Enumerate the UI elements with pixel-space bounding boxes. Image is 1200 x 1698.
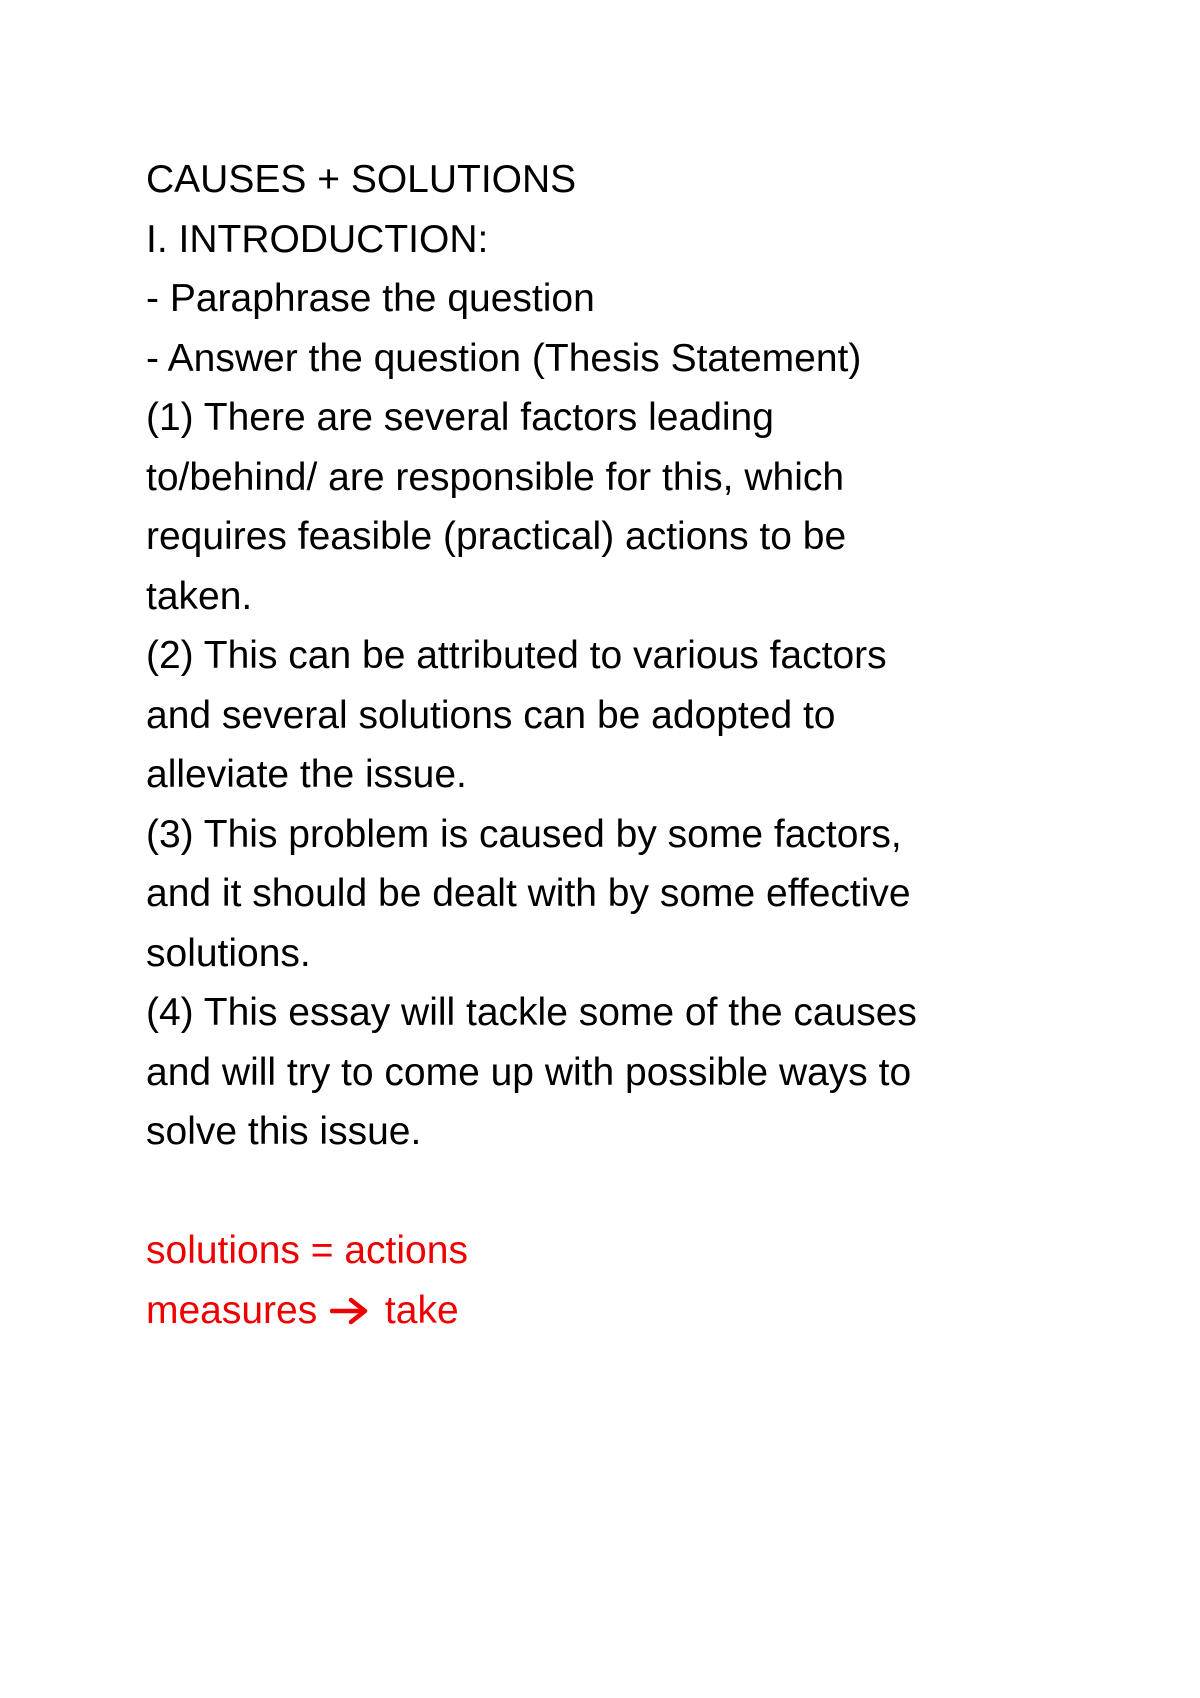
blank-line <box>146 1162 1066 1222</box>
vocabulary-notes <box>146 1221 1066 1340</box>
bullet-paraphrase: - Paraphrase the question <box>146 277 595 320</box>
option-line: and will try to come up with possible ways to <box>146 1050 912 1094</box>
option-line: (3) This problem is caused by some factors, <box>146 812 902 856</box>
option-line: and it should be dealt with by some effective <box>146 872 911 915</box>
thesis-option-1 <box>146 388 1066 626</box>
section-title: I. INTRODUCTION: <box>146 217 489 261</box>
bullet-answer: - Answer the question (Thesis Statement) <box>146 336 862 380</box>
option-line: alleviate the issue. <box>146 753 467 796</box>
option-line: (1) There are several factors leading <box>146 396 774 439</box>
note-take: take <box>384 1288 459 1332</box>
note-solutions-actions: solutions = actions <box>146 1229 468 1272</box>
note-measures-take <box>146 1281 1066 1341</box>
option-line: (4) This essay will tackle some of the causes <box>146 991 917 1034</box>
option-line: solutions. <box>146 931 311 975</box>
option-line: solve this issue. <box>146 1110 422 1153</box>
option-line: (2) This can be attributed to various factors <box>146 634 887 677</box>
option-line: to/behind/ are responsible for this, which <box>146 455 845 499</box>
option-line: and several solutions can be adopted to <box>146 693 836 737</box>
document-body <box>146 150 1066 1340</box>
right-arrow-icon <box>330 1296 370 1326</box>
thesis-option-2 <box>146 626 1066 805</box>
note-measures: measures <box>146 1288 318 1332</box>
option-line: requires feasible (practical) actions to be <box>146 515 847 558</box>
thesis-option-3 <box>146 805 1066 984</box>
option-line: taken. <box>146 574 253 618</box>
thesis-option-4 <box>146 983 1066 1162</box>
document-heading: CAUSES + SOLUTIONS <box>146 158 577 201</box>
